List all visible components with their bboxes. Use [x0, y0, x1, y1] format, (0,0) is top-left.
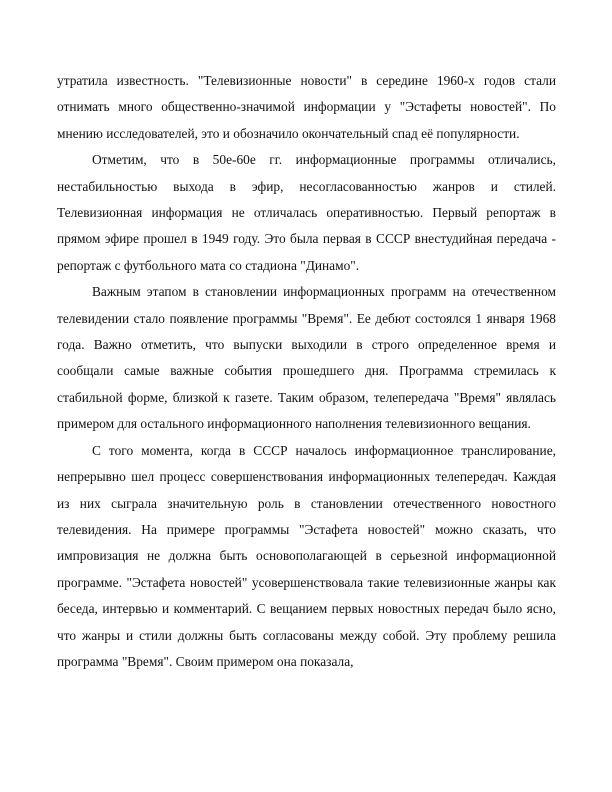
paragraph-continuation: утратила известность. "Телевизионные новости" в середине 1960-х годов стали отнимать много общественно-значимой информации у "Эстафеты новостей". По мнению исследователей, это и обозначило окончательный спад её популярности. [57, 73, 556, 141]
paragraph: С того момента, когда в СССР началось информационное транслирование, непрерывно шел процесс совершенствования информационных телепередач. Каждая из них сыграла значительную роль в становлении отечественного новостного телевидения. На примере программы "Эстафета новостей" можно сказать, что импровизация не должна быть основополагающей в серьезной информационной программе. "Эстафета новостей" усовершенствовала такие телевизионные жанры как беседа, интервью и комментарий. С вещанием первых новостных передач было ясно, что жанры и стили должны быть согласованы между собой. Эту проблему решила программа "Время". Своим примером она показала, [57, 442, 556, 669]
paragraph: Важным этапом в становлении информационных программ на отечественном телевидении стало появление программы "Время". Ее дебют состоялся 1 января 1968 года. Важно отметить, что выпуски выходили в строго определенное время и сообщали самые важные события прошедшего дня. Программа стремилась к стабильной форме, близкой к газете. Таким образом, телепередача "Время" являлась примером для остального информационного наполнения телевизионного вещания. [57, 284, 556, 432]
paragraph: Отметим, что в 50е-60е гг. информационные программы отличались, нестабильностью выхода в эфир, несогласованностью жанров и стилей. Телевизионная информация не отличалась оперативностью. Первый репортаж в прямом эфире прошел в 1949 году. Это была первая в СССР внестудийная передача - репортаж с футбольного мата со стадиона "Динамо". [57, 152, 556, 273]
document-page [57, 68, 556, 675]
